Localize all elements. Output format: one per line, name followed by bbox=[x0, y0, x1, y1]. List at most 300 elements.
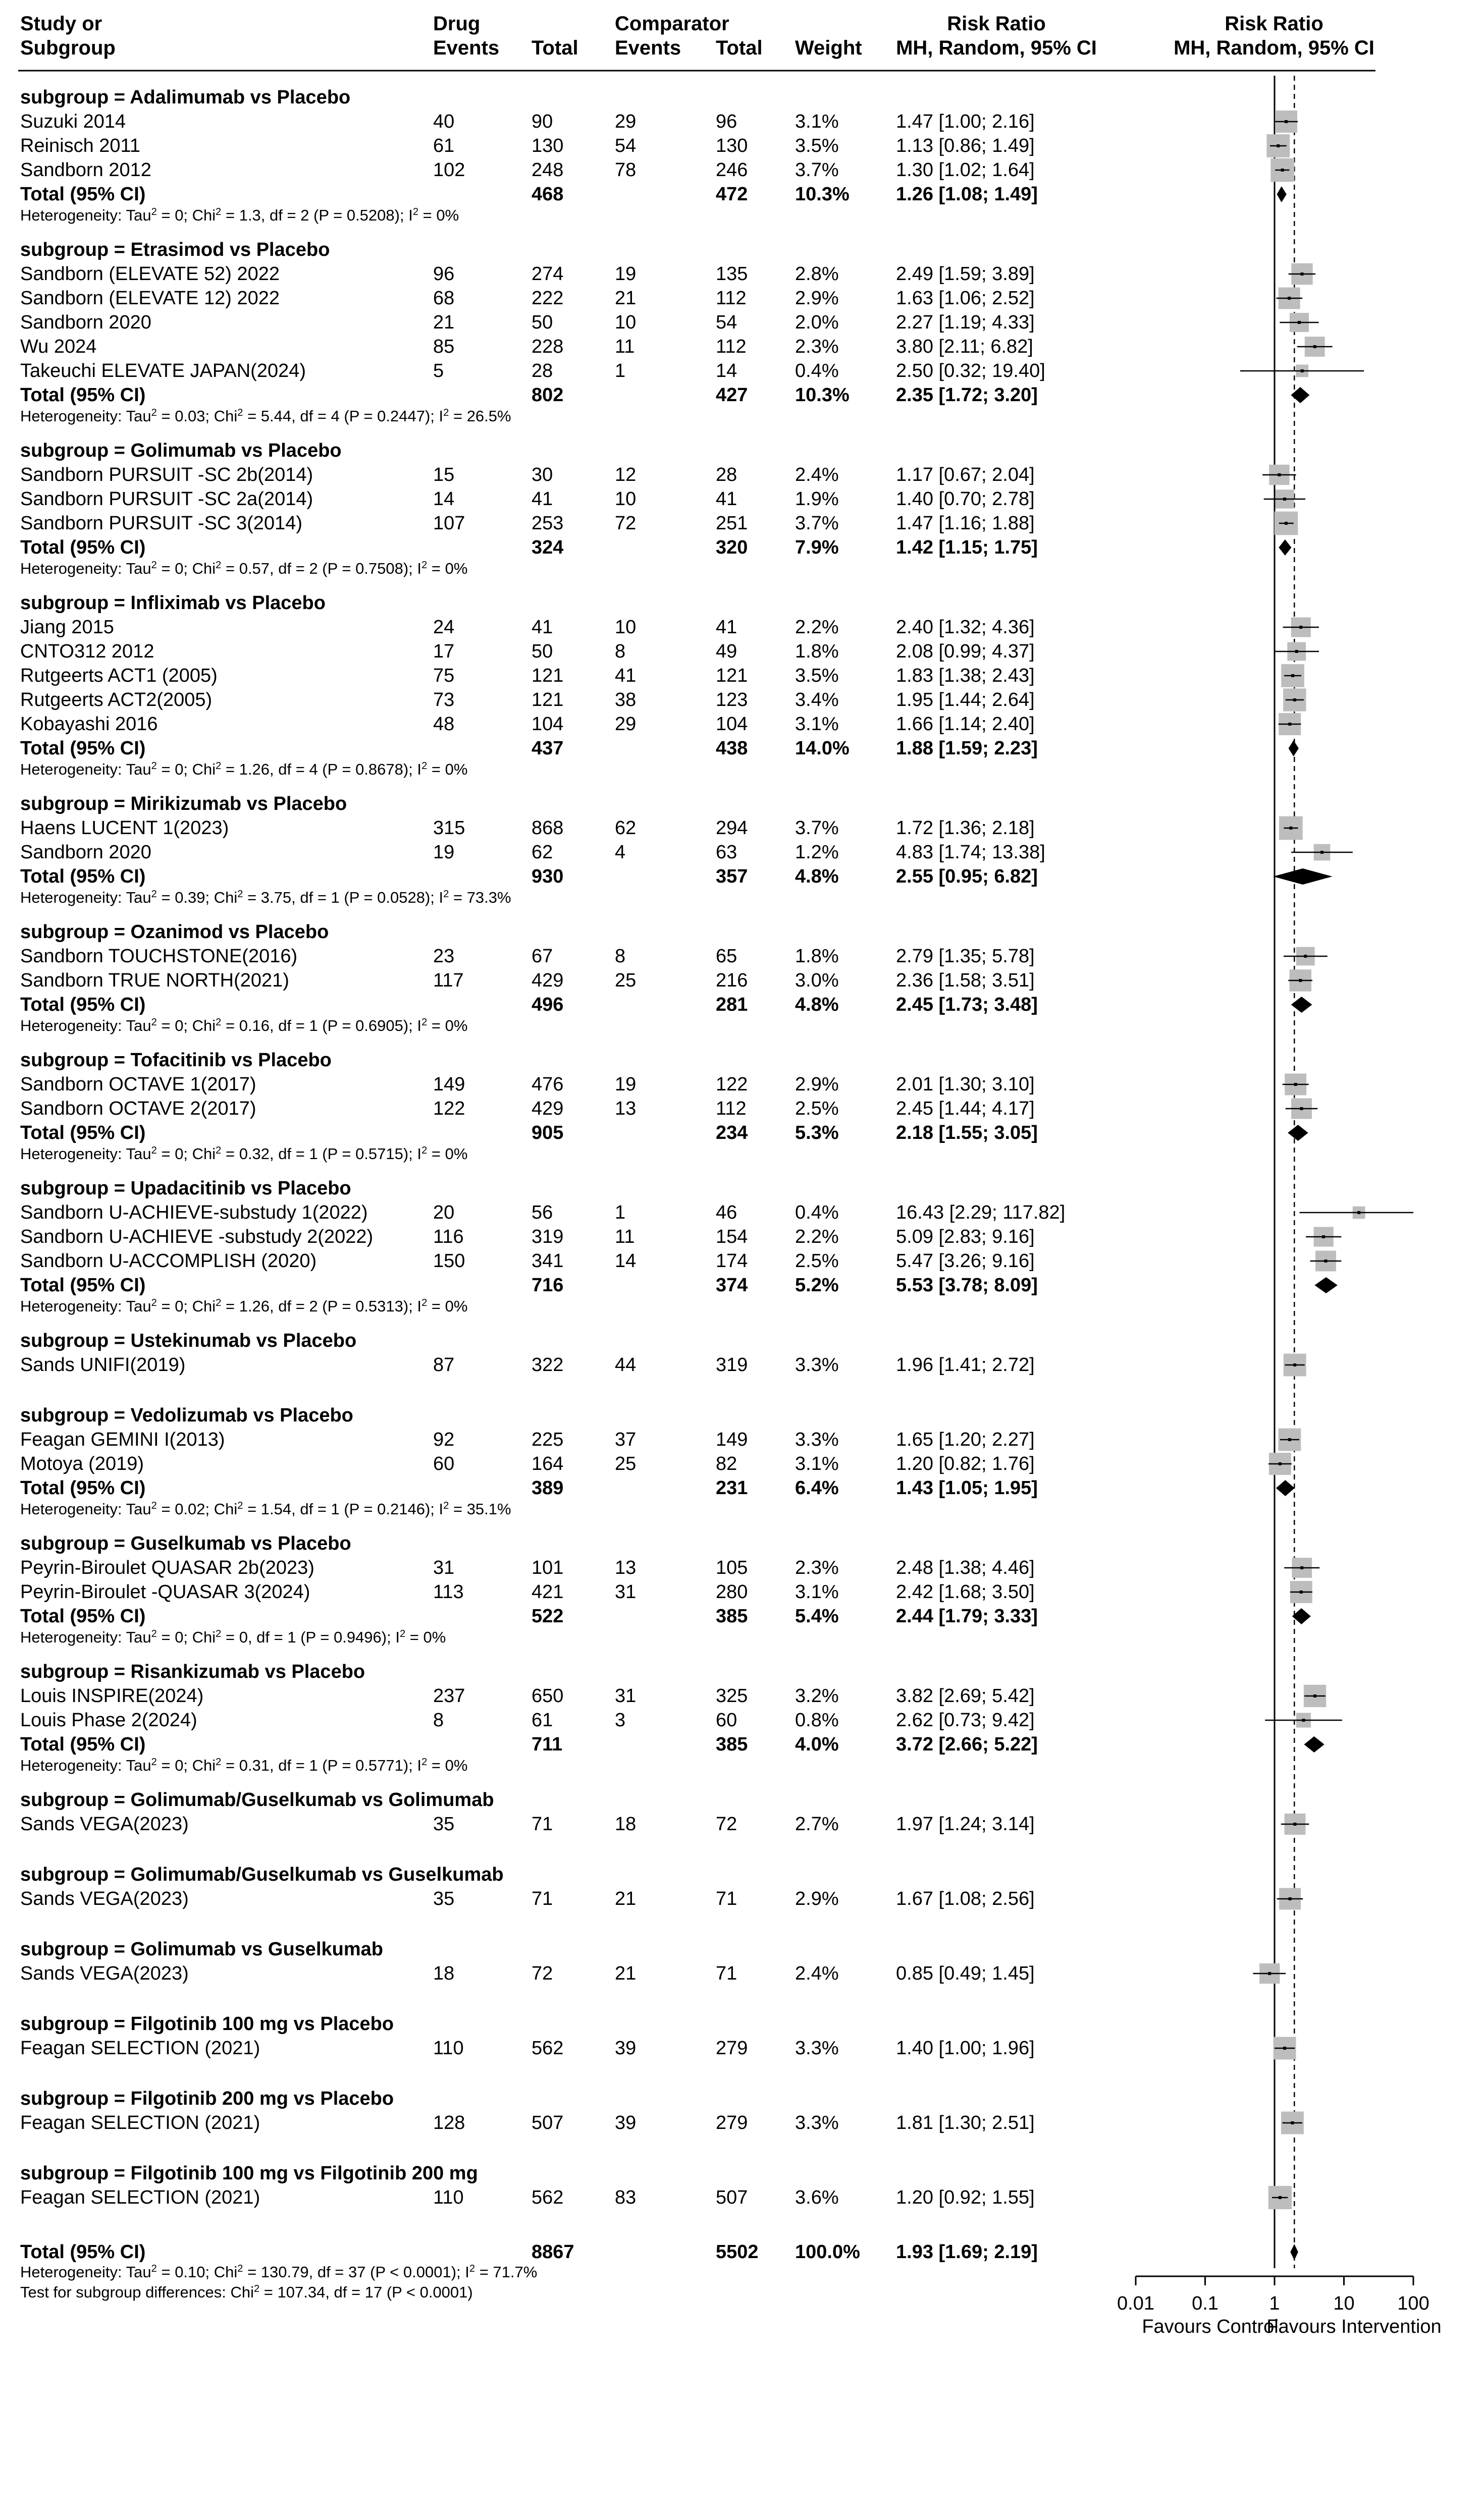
study-name: Sandborn 2020 bbox=[20, 312, 151, 333]
drug-events: 110 bbox=[433, 2038, 464, 2059]
study-weight: 3.3% bbox=[795, 2038, 839, 2059]
header-study-line1: Study or bbox=[20, 13, 102, 35]
subgroup-weight: 7.9% bbox=[795, 537, 839, 558]
subgroup-risk-ratio-ci: 1.26 [1.08; 1.49] bbox=[896, 184, 1038, 205]
drug-total: 389 bbox=[532, 1477, 564, 1499]
risk-ratio-ci: 2.48 [1.38; 4.46] bbox=[896, 1557, 1035, 1578]
comparator-total: 472 bbox=[716, 184, 748, 205]
comparator-total: 14 bbox=[716, 360, 737, 381]
risk-ratio-ci: 1.63 [1.06; 2.52] bbox=[896, 288, 1035, 309]
comparator-total: 357 bbox=[716, 866, 748, 887]
point-estimate bbox=[1294, 1083, 1297, 1086]
point-estimate bbox=[1268, 1972, 1271, 1975]
subgroup-weight: 10.3% bbox=[795, 385, 850, 406]
subgroup-label: subgroup = Adalimumab vs Placebo bbox=[20, 87, 351, 108]
comparator-total: 71 bbox=[716, 1888, 737, 1909]
subgroup-label: subgroup = Golimumab/Guselkumab vs Golimumab bbox=[20, 1789, 494, 1811]
comparator-events: 83 bbox=[615, 2187, 637, 2208]
study-weight: 2.0% bbox=[795, 312, 839, 333]
study-weight: 3.3% bbox=[795, 2112, 839, 2133]
study-marker bbox=[1281, 1814, 1309, 1835]
drug-events: 35 bbox=[433, 1888, 455, 1909]
comparator-total: 234 bbox=[716, 1122, 748, 1143]
overall-diamond bbox=[1290, 2244, 1298, 2260]
risk-ratio-ci: 1.83 [1.38; 2.43] bbox=[896, 665, 1035, 686]
heterogeneity-text: Heterogeneity: Tau$^2$ = 0.03; Chi$^2$ = 5.44, df = 4 (P = 0.2447); $I^2 = 26.5\%$ bbox=[20, 407, 511, 425]
subgroup-diamond bbox=[1291, 997, 1312, 1013]
table-row bbox=[20, 288, 1302, 309]
drug-total: 121 bbox=[532, 665, 564, 686]
table-row bbox=[20, 1453, 1292, 1475]
heterogeneity-text: Heterogeneity: Tau$^2$ = 0; Chi$^2$ = 0.16, df = 1 (P = 0.6905); $I^2 = 0\%$ bbox=[20, 1017, 468, 1034]
study-marker bbox=[1253, 1963, 1286, 1984]
table-row bbox=[20, 2037, 1296, 2060]
study-marker bbox=[1289, 263, 1315, 285]
study-weight: 2.5% bbox=[795, 1098, 839, 1119]
risk-ratio-ci: 2.79 [1.35; 5.78] bbox=[896, 946, 1035, 967]
header-comparator-total: Total bbox=[716, 37, 763, 59]
drug-events: 149 bbox=[433, 1074, 465, 1095]
risk-ratio-ci: 3.80 [2.11; 6.82] bbox=[896, 336, 1033, 357]
comparator-total: 507 bbox=[716, 2187, 748, 2208]
header-comparator-events: Events bbox=[615, 37, 681, 59]
study-weight: 2.7% bbox=[795, 1814, 839, 1835]
drug-total: 248 bbox=[532, 159, 564, 181]
subgroup-block bbox=[20, 1330, 1306, 1376]
drug-total: 62 bbox=[532, 842, 553, 863]
subgroup-risk-ratio-ci: 1.42 [1.15; 1.75] bbox=[896, 537, 1038, 558]
study-marker bbox=[1265, 1713, 1342, 1727]
comparator-events: 13 bbox=[615, 1557, 637, 1578]
drug-total: 222 bbox=[532, 288, 564, 309]
study-marker bbox=[1268, 2186, 1292, 2209]
table-row bbox=[20, 336, 1333, 357]
comparator-events: 19 bbox=[615, 263, 637, 285]
subgroup-risk-ratio-ci: 1.88 [1.59; 2.23] bbox=[896, 738, 1038, 759]
subgroup-diamond bbox=[1276, 1480, 1295, 1496]
subgroup-label: subgroup = Vedolizumab vs Placebo bbox=[20, 1405, 353, 1426]
comparator-events: 31 bbox=[615, 1581, 637, 1603]
table-row bbox=[20, 1098, 1317, 1119]
study-name: Sandborn 2012 bbox=[20, 159, 151, 181]
drug-events: 113 bbox=[433, 1581, 464, 1603]
subgroup-weight: 4.8% bbox=[795, 866, 839, 887]
drug-events: 15 bbox=[433, 464, 455, 485]
subgroup-block bbox=[20, 2163, 1292, 2209]
study-marker bbox=[1274, 2037, 1296, 2060]
point-estimate bbox=[1293, 1363, 1296, 1366]
point-estimate bbox=[1285, 522, 1288, 525]
comparator-events: 25 bbox=[615, 1453, 637, 1474]
comparator-total: 216 bbox=[716, 970, 748, 991]
study-name: Kobayashi 2016 bbox=[20, 714, 158, 735]
table-row bbox=[20, 946, 1328, 967]
comparator-total: 112 bbox=[716, 288, 747, 309]
drug-events: 48 bbox=[433, 714, 455, 735]
study-marker bbox=[1266, 134, 1290, 157]
comparator-total: 104 bbox=[716, 714, 748, 735]
table-row bbox=[20, 842, 1353, 863]
risk-ratio-ci: 1.65 [1.20; 2.27] bbox=[896, 1429, 1035, 1450]
subgroup-risk-ratio-ci: 2.45 [1.73; 3.48] bbox=[896, 994, 1038, 1015]
study-marker bbox=[1274, 642, 1319, 661]
subgroup-total-row bbox=[20, 1606, 1311, 1627]
table-row bbox=[20, 1685, 1326, 1707]
study-weight: 3.1% bbox=[795, 1581, 839, 1603]
study-weight: 0.8% bbox=[795, 1710, 839, 1731]
study-marker bbox=[1290, 1581, 1312, 1603]
study-weight: 2.9% bbox=[795, 1074, 839, 1095]
study-marker bbox=[1281, 2112, 1304, 2134]
drug-total: 802 bbox=[532, 385, 564, 406]
overall-drug-total: 8867 bbox=[532, 2241, 574, 2263]
table-row bbox=[20, 1202, 1413, 1223]
header-risk-ratio-line2: MH, Random, 95% CI bbox=[896, 37, 1097, 59]
comparator-total: 319 bbox=[716, 1354, 748, 1376]
drug-events: 85 bbox=[433, 336, 455, 357]
comparator-events: 18 bbox=[615, 1814, 637, 1835]
risk-ratio-ci: 1.20 [0.82; 1.76] bbox=[896, 1453, 1035, 1474]
study-name: Louis Phase 2(2024) bbox=[20, 1710, 197, 1731]
table-row bbox=[20, 111, 1298, 133]
study-marker bbox=[1304, 1685, 1326, 1707]
drug-events: 23 bbox=[433, 946, 455, 967]
header-study-line2: Subgroup bbox=[20, 37, 116, 59]
comparator-total: 112 bbox=[716, 336, 747, 357]
study-weight: 3.1% bbox=[795, 111, 839, 132]
overall-total-label: Total (95% CI) bbox=[20, 2241, 146, 2263]
study-weight: 3.3% bbox=[795, 1354, 839, 1376]
table-row bbox=[20, 512, 1298, 535]
subgroup-total-label: Total (95% CI) bbox=[20, 994, 146, 1015]
comparator-total: 82 bbox=[716, 1453, 737, 1474]
table-row bbox=[20, 2186, 1292, 2209]
subgroup-block bbox=[20, 1050, 1317, 1163]
point-estimate bbox=[1295, 650, 1298, 653]
study-marker bbox=[1284, 1558, 1319, 1578]
x-axis bbox=[1117, 2276, 1442, 2337]
table-row bbox=[20, 1888, 1303, 1910]
drug-events: 24 bbox=[433, 617, 455, 638]
drug-events: 19 bbox=[433, 842, 455, 863]
subgroup-total-row bbox=[20, 866, 1333, 887]
subgroup-total-label: Total (95% CI) bbox=[20, 184, 146, 205]
table-row bbox=[20, 464, 1296, 485]
subgroup-weight: 6.4% bbox=[795, 1477, 839, 1499]
point-estimate bbox=[1301, 369, 1304, 372]
study-name: Sandborn U-ACHIEVE-substudy 1(2022) bbox=[20, 1202, 368, 1223]
subgroup-diamond bbox=[1288, 1125, 1308, 1141]
comparator-total: 438 bbox=[716, 738, 748, 759]
subgroup-diamond bbox=[1304, 1736, 1324, 1752]
study-marker bbox=[1279, 816, 1303, 840]
drug-total: 429 bbox=[532, 1098, 564, 1119]
risk-ratio-ci: 2.08 [0.99; 4.37] bbox=[896, 641, 1035, 662]
study-weight: 1.8% bbox=[795, 641, 839, 662]
comparator-total: 122 bbox=[716, 1074, 748, 1095]
study-marker bbox=[1283, 688, 1306, 711]
drug-events: 315 bbox=[433, 817, 465, 839]
drug-total: 930 bbox=[532, 866, 564, 887]
point-estimate bbox=[1281, 169, 1284, 172]
study-weight: 2.3% bbox=[795, 336, 839, 357]
study-name: Peyrin-Biroulet -QUASAR 3(2024) bbox=[20, 1581, 310, 1603]
study-name: Sandborn (ELEVATE 12) 2022 bbox=[20, 288, 280, 309]
subgroup-block bbox=[20, 2013, 1296, 2059]
study-marker bbox=[1262, 465, 1296, 485]
drug-events: 20 bbox=[433, 1202, 455, 1223]
drug-events: 31 bbox=[433, 1557, 455, 1578]
subgroup-risk-ratio-ci: 3.72 [2.66; 5.22] bbox=[896, 1734, 1038, 1755]
comparator-total: 294 bbox=[716, 817, 748, 839]
drug-total: 562 bbox=[532, 2187, 564, 2208]
comparator-events: 37 bbox=[615, 1429, 637, 1450]
point-estimate bbox=[1283, 498, 1286, 501]
study-marker bbox=[1299, 1207, 1413, 1219]
drug-events: 61 bbox=[433, 135, 455, 156]
comparator-total: 46 bbox=[716, 1202, 737, 1223]
subgroup-weight: 4.0% bbox=[795, 1734, 839, 1755]
study-marker bbox=[1275, 512, 1298, 535]
study-weight: 1.8% bbox=[795, 946, 839, 967]
subgroup-label: subgroup = Infliximab vs Placebo bbox=[20, 592, 326, 614]
study-weight: 2.2% bbox=[795, 1226, 839, 1247]
table-row bbox=[20, 263, 1315, 285]
study-name: Peyrin-Biroulet QUASAR 2b(2023) bbox=[20, 1557, 314, 1578]
drug-events: 102 bbox=[433, 159, 465, 181]
drug-events: 122 bbox=[433, 1098, 465, 1119]
study-weight: 3.2% bbox=[795, 1685, 839, 1707]
comparator-events: 62 bbox=[615, 817, 637, 839]
comparator-total: 96 bbox=[716, 111, 737, 132]
subgroup-risk-ratio-ci: 2.55 [0.95; 6.82] bbox=[896, 866, 1038, 887]
study-weight: 3.1% bbox=[795, 1453, 839, 1474]
risk-ratio-ci: 3.82 [2.69; 5.42] bbox=[896, 1685, 1035, 1707]
table-row bbox=[20, 1354, 1306, 1377]
study-marker bbox=[1270, 158, 1294, 182]
comparator-total: 281 bbox=[716, 994, 748, 1015]
table-header bbox=[20, 13, 1374, 59]
favours-intervention-label: Favours Intervention bbox=[1266, 2316, 1442, 2337]
point-estimate bbox=[1279, 1462, 1282, 1465]
study-name: Feagan SELECTION (2021) bbox=[20, 2187, 260, 2208]
comparator-total: 149 bbox=[716, 1429, 748, 1450]
study-name: Feagan SELECTION (2021) bbox=[20, 2112, 260, 2133]
comparator-total: 60 bbox=[716, 1710, 737, 1731]
subgroup-block bbox=[20, 1939, 1286, 1984]
header-plot-line1: Risk Ratio bbox=[1225, 13, 1323, 35]
risk-ratio-ci: 2.62 [0.73; 9.42] bbox=[896, 1710, 1035, 1731]
study-name: Sandborn OCTAVE 2(2017) bbox=[20, 1098, 256, 1119]
drug-total: 507 bbox=[532, 2112, 564, 2133]
heterogeneity-text: Heterogeneity: Tau$^2$ = 0.02; Chi$^2$ = 1.54, df = 1 (P = 0.2146); $I^2 = 35.1\%$ bbox=[20, 1500, 511, 1518]
comparator-events: 78 bbox=[615, 159, 637, 181]
study-name: Sands VEGA(2023) bbox=[20, 1888, 189, 1909]
study-name: Wu 2024 bbox=[20, 336, 97, 357]
subgroup-label: subgroup = Tofacitinib vs Placebo bbox=[20, 1050, 332, 1071]
subgroup-block bbox=[20, 1405, 1301, 1518]
header-drug-total: Total bbox=[532, 37, 578, 59]
comparator-total: 154 bbox=[716, 1226, 748, 1247]
subgroup-diamond bbox=[1279, 539, 1291, 556]
subgroup-total-row bbox=[20, 184, 1287, 205]
comparator-events: 44 bbox=[615, 1354, 637, 1376]
drug-events: 73 bbox=[433, 689, 455, 710]
subgroup-total-label: Total (95% CI) bbox=[20, 1477, 146, 1499]
subgroup-weight: 5.2% bbox=[795, 1275, 839, 1296]
comparator-total: 251 bbox=[716, 513, 748, 534]
heterogeneity-text: Heterogeneity: Tau$^2$ = 0.39; Chi$^2$ = 3.75, df = 1 (P = 0.0528); $I^2 = 73.3\%$ bbox=[20, 889, 511, 906]
study-name: Sandborn TOUCHSTONE(2016) bbox=[20, 946, 298, 967]
risk-ratio-ci: 1.72 [1.36; 2.18] bbox=[896, 817, 1035, 839]
drug-total: 101 bbox=[532, 1557, 564, 1578]
study-weight: 2.9% bbox=[795, 288, 839, 309]
study-weight: 1.2% bbox=[795, 842, 839, 863]
comparator-total: 246 bbox=[716, 159, 748, 181]
study-weight: 3.5% bbox=[795, 665, 839, 686]
risk-ratio-ci: 2.01 [1.30; 3.10] bbox=[896, 1074, 1035, 1095]
comparator-events: 21 bbox=[615, 288, 637, 309]
drug-total: 437 bbox=[532, 738, 564, 759]
risk-ratio-ci: 0.85 [0.49; 1.45] bbox=[896, 1963, 1035, 1984]
table-row bbox=[20, 1814, 1309, 1835]
table-row bbox=[20, 312, 1319, 333]
table-row bbox=[20, 641, 1319, 662]
study-name: Sandborn TRUE NORTH(2021) bbox=[20, 970, 289, 991]
comparator-total: 427 bbox=[716, 385, 748, 406]
header-plot-line2: MH, Random, 95% CI bbox=[1174, 37, 1374, 59]
comparator-events: 21 bbox=[615, 1963, 637, 1984]
subgroup-risk-ratio-ci: 2.44 [1.79; 3.33] bbox=[896, 1606, 1038, 1627]
table-row bbox=[20, 1557, 1319, 1578]
subgroup-block bbox=[20, 87, 1298, 224]
subgroup-total-label: Total (95% CI) bbox=[20, 385, 146, 406]
heterogeneity-text: Heterogeneity: Tau$^2$ = 0; Chi$^2$ = 0.31, df = 1 (P = 0.5771); $I^2 = 0\%$ bbox=[20, 1757, 468, 1774]
study-marker bbox=[1240, 365, 1364, 377]
heterogeneity-text: Heterogeneity: Tau$^2$ = 0; Chi$^2$ = 0.32, df = 1 (P = 0.5715); $I^2 = 0\%$ bbox=[20, 1145, 468, 1163]
point-estimate bbox=[1300, 1591, 1303, 1594]
subgroup-total-row bbox=[20, 537, 1291, 558]
header-risk-ratio-line1: Risk Ratio bbox=[947, 13, 1046, 35]
comparator-total: 135 bbox=[716, 263, 748, 285]
subgroup-total-row bbox=[20, 1275, 1338, 1296]
risk-ratio-ci: 1.17 [0.67; 2.04] bbox=[896, 464, 1035, 485]
subgroup-diamond bbox=[1277, 186, 1287, 202]
comparator-events: 19 bbox=[615, 1074, 637, 1095]
point-estimate bbox=[1313, 345, 1316, 348]
comparator-events: 1 bbox=[615, 1202, 626, 1223]
risk-ratio-ci: 2.45 [1.44; 4.17] bbox=[896, 1098, 1035, 1119]
drug-total: 562 bbox=[532, 2038, 564, 2059]
drug-total: 61 bbox=[532, 1710, 553, 1731]
comparator-total: 63 bbox=[716, 842, 737, 863]
drug-events: 17 bbox=[433, 641, 455, 662]
point-estimate bbox=[1277, 144, 1280, 147]
drug-total: 868 bbox=[532, 817, 564, 839]
subgroup-total-row bbox=[20, 994, 1312, 1015]
header-weight: Weight bbox=[795, 37, 862, 59]
drug-events: 18 bbox=[433, 1963, 455, 1984]
heterogeneity-text: Heterogeneity: Tau$^2$ = 0; Chi$^2$ = 0.57, df = 2 (P = 0.7508); $I^2 = 0\%$ bbox=[20, 560, 468, 577]
comparator-events: 8 bbox=[615, 946, 626, 967]
risk-ratio-ci: 2.40 [1.32; 4.36] bbox=[896, 617, 1035, 638]
subgroup-block bbox=[20, 1661, 1342, 1774]
drug-total: 71 bbox=[532, 1888, 553, 1909]
subgroup-label: subgroup = Golimumab vs Placebo bbox=[20, 440, 342, 461]
study-marker bbox=[1288, 969, 1312, 991]
comparator-events: 11 bbox=[615, 1226, 635, 1247]
overall-comparator-total: 5502 bbox=[716, 2241, 759, 2263]
drug-total: 716 bbox=[532, 1275, 564, 1296]
table-row bbox=[20, 1226, 1341, 1247]
subgroup-label: subgroup = Golimumab vs Guselkumab bbox=[20, 1939, 383, 1960]
point-estimate bbox=[1289, 1897, 1292, 1900]
point-estimate bbox=[1289, 827, 1292, 830]
overall-risk-ratio-ci: 1.93 [1.69; 2.19] bbox=[896, 2241, 1038, 2263]
drug-total: 50 bbox=[532, 312, 553, 333]
study-marker bbox=[1276, 288, 1302, 309]
comparator-events: 72 bbox=[615, 513, 637, 534]
point-estimate bbox=[1322, 1235, 1325, 1238]
subgroup-diamond bbox=[1273, 868, 1333, 885]
study-weight: 3.7% bbox=[795, 159, 839, 181]
heterogeneity-text: Heterogeneity: Tau$^2$ = 0.10; Chi$^2$ = 130.79, df = 37 (P < 0.0001); $I^2 = 71.7\%$ bbox=[20, 2263, 538, 2281]
comparator-events: 11 bbox=[615, 336, 635, 357]
subgroup-weight: 5.3% bbox=[795, 1122, 839, 1143]
table-row bbox=[20, 488, 1305, 510]
drug-events: 14 bbox=[433, 488, 455, 510]
study-name: Feagan GEMINI I(2013) bbox=[20, 1429, 225, 1450]
drug-events: 40 bbox=[433, 111, 455, 132]
study-weight: 2.8% bbox=[795, 263, 839, 285]
study-marker bbox=[1279, 713, 1301, 735]
study-marker bbox=[1283, 617, 1319, 637]
risk-ratio-ci: 1.30 [1.02; 1.64] bbox=[896, 159, 1035, 181]
point-estimate bbox=[1304, 955, 1307, 958]
study-marker bbox=[1283, 1074, 1309, 1095]
subgroup-label: subgroup = Etrasimod vs Placebo bbox=[20, 239, 330, 260]
study-name: Feagan SELECTION (2021) bbox=[20, 2038, 260, 2059]
comparator-total: 49 bbox=[716, 641, 737, 662]
table-row bbox=[20, 1429, 1301, 1451]
risk-ratio-ci: 1.47 [1.16; 1.88] bbox=[896, 513, 1035, 534]
study-weight: 0.4% bbox=[795, 1202, 839, 1223]
subgroup-block bbox=[20, 239, 1364, 425]
point-estimate bbox=[1300, 1107, 1303, 1110]
study-weight: 2.9% bbox=[795, 1888, 839, 1909]
comparator-total: 28 bbox=[716, 464, 737, 485]
study-marker bbox=[1297, 337, 1333, 357]
drug-total: 711 bbox=[532, 1734, 563, 1755]
study-name: Jiang 2015 bbox=[20, 617, 114, 638]
drug-events: 8 bbox=[433, 1710, 444, 1731]
risk-ratio-ci: 2.42 [1.68; 3.50] bbox=[896, 1581, 1035, 1603]
subgroup-block bbox=[20, 592, 1319, 778]
drug-events: 117 bbox=[433, 970, 464, 991]
x-axis-tick-label: 0.01 bbox=[1117, 2293, 1154, 2314]
drug-total: 130 bbox=[532, 135, 564, 156]
drug-events: 21 bbox=[433, 312, 455, 333]
risk-ratio-ci: 2.27 [1.19; 4.33] bbox=[896, 312, 1035, 333]
comparator-total: 325 bbox=[716, 1685, 748, 1707]
point-estimate bbox=[1291, 2121, 1294, 2124]
heterogeneity-text: Heterogeneity: Tau$^2$ = 0; Chi$^2$ = 0, df = 1 (P = 0.9496); $I^2 = 0\%$ bbox=[20, 1628, 446, 1646]
study-marker bbox=[1284, 1354, 1306, 1377]
study-marker bbox=[1278, 1429, 1301, 1451]
forest-rows bbox=[20, 87, 1413, 2301]
x-axis-ticks bbox=[1117, 2276, 1429, 2314]
study-name: Motoya (2019) bbox=[20, 1453, 144, 1474]
